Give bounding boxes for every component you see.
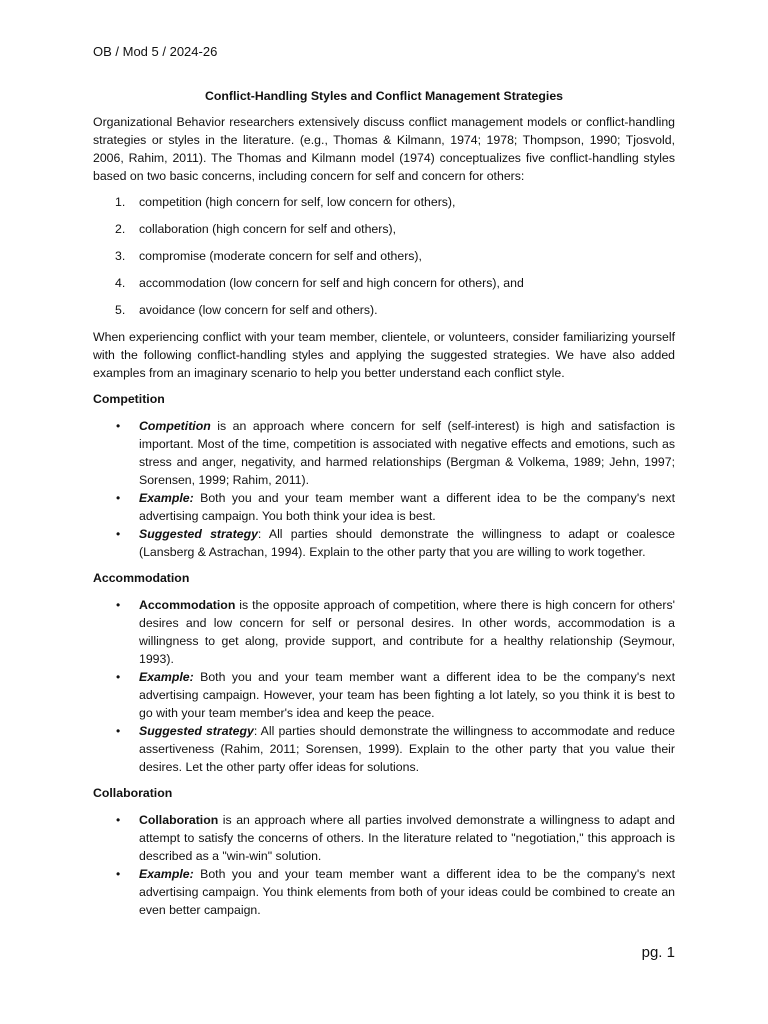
list-number: 2. — [115, 222, 126, 236]
document-body — [93, 87, 675, 927]
bullet-icon: • — [116, 491, 121, 505]
bullet-icon: • — [116, 867, 121, 881]
list-item-text: compromise (moderate concern for self and others), — [139, 249, 422, 263]
section-heading-competition: Competition — [93, 392, 165, 406]
list-item — [93, 668, 675, 722]
list-item — [93, 525, 675, 561]
term: Example: — [139, 491, 194, 505]
document-title: Conflict-Handling Styles and Conflict Management Strategies — [204, 89, 564, 103]
accommodation-bullets — [93, 596, 675, 776]
intro-paragraph: Organizational Behavior researchers extensively discuss conflict management models or conflict-handling strategies or styles in the literature. (e.g., Thomas & Kilmann, 1974; 1978; Thompson, 1990; Tjosvold, 2006, Rahim, 2011). The Thomas and Kilmann model (1974) conceptualizes five conflict-handling styles based on two basic concerns, including concern for self and concern for others: — [93, 115, 675, 183]
list-item — [93, 596, 675, 668]
term: Example: — [139, 670, 194, 684]
styles-list — [93, 193, 675, 319]
term: Suggested strategy — [139, 527, 258, 541]
list-item — [93, 722, 675, 776]
list-item-text: accommodation (low concern for self and high concern for others), and — [139, 276, 524, 290]
list-item — [93, 193, 675, 211]
list-item-text: competition (high concern for self, low concern for others), — [139, 195, 456, 209]
example-text: Both you and your team member want a different idea to be the company's next advertising campaign. You both think your idea is best. — [139, 491, 675, 523]
example-text: Both you and your team member want a different idea to be the company's next advertising campaign. You think elements from both of your ideas could be combined to create an even better campaign. — [139, 867, 675, 917]
term: Suggested strategy — [139, 724, 254, 738]
list-item-text: collaboration (high concern for self and others), — [139, 222, 397, 236]
section-heading-accommodation: Accommodation — [93, 571, 190, 585]
term: Accommodation — [139, 598, 236, 612]
list-number: 5. — [115, 303, 126, 317]
competition-bullets — [93, 417, 675, 561]
list-item — [93, 811, 675, 865]
list-number: 3. — [115, 249, 126, 263]
collaboration-bullets — [93, 811, 675, 919]
list-item — [93, 865, 675, 919]
bullet-icon: • — [116, 598, 121, 612]
bullet-icon: • — [116, 419, 121, 433]
list-number: 1. — [115, 195, 126, 209]
list-item — [93, 220, 675, 238]
list-number: 4. — [115, 276, 126, 290]
list-item — [93, 417, 675, 489]
strategy-text: : All parties should demonstrate the willingness to adapt or coalesce (Lansberg & Astrachan, 1994). Explain to the other party that you are willing to work together. — [139, 527, 675, 559]
strategy-text: : All parties should demonstrate the willingness to accommodate and reduce assertiveness (Rahim, 2011; Sorensen, 1999). Explain to the other party that you value their desires. Let the other party offer ideas for solutions. — [139, 724, 676, 774]
bullet-icon: • — [116, 813, 121, 827]
running-header: OB / Mod 5 / 2024-26 — [93, 44, 218, 59]
bullet-icon: • — [116, 724, 121, 738]
section-heading-collaboration: Collaboration — [93, 786, 173, 800]
bullet-icon: • — [116, 670, 121, 684]
bullet-icon: • — [116, 527, 121, 541]
list-item — [93, 489, 675, 525]
definition-text: is an approach where all parties involved demonstrate a willingness to adapt and attempt to satisfy the concerns of others. In the literature related to "negotiation," this approach is described as a "win-win" solution. — [139, 813, 675, 863]
example-text: Both you and your team member want a different idea to be the company's next advertising campaign. However, your team has been fighting a lot lately, so you think it is best to go with your team member's idea and keep the peace. — [139, 670, 675, 720]
term: Competition — [139, 419, 211, 433]
definition-text: is the opposite approach of competition, where there is high concern for others' desires and low concern for self or personal desires. In other words, accommodation is a willingness to get along, provide support, and contribute for a healthy relationship (Seymour, 1993). — [139, 598, 675, 666]
list-item-text: avoidance (low concern for self and others). — [139, 303, 378, 317]
definition-text: is an approach where concern for self (self-interest) is high and satisfaction is important. Most of the time, competition is associated with negative effects and emotions, such as stress and anger, negativity, and harmed relationships (Bergman & Volkema, 1989; Jehn, 1997; Sorensen, 1999; Rahim, 2011). — [139, 419, 675, 487]
guidance-paragraph: When experiencing conflict with your team member, clientele, or volunteers, consider familiarizing yourself with the following conflict-handling styles and applying the suggested strategies. We have also added examples from an imaginary scenario to help you better understand each conflict style. — [93, 330, 675, 380]
term: Example: — [139, 867, 194, 881]
list-item — [93, 247, 675, 265]
list-item — [93, 274, 675, 292]
term: Collaboration — [139, 813, 219, 827]
page-number: pg. 1 — [641, 944, 675, 961]
list-item — [93, 301, 675, 319]
